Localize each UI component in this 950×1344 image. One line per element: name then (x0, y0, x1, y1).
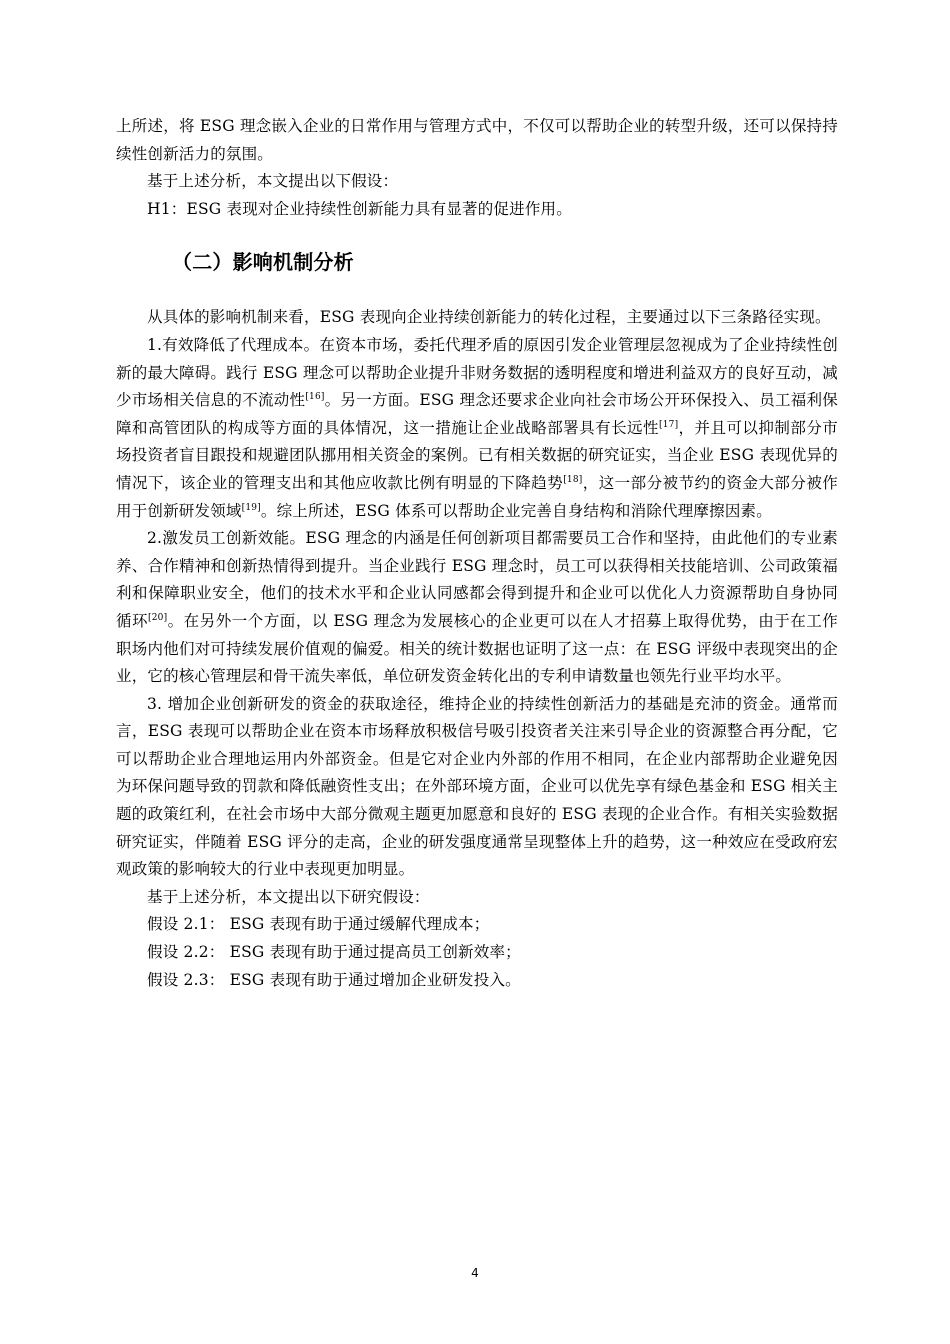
mechanism-item-2 (116, 525, 838, 691)
item1-text-2: 。另一方面。ESG 理念还要求企业向社会市场公开环保投入、员工福利保障和高管团队的构成等方面的具体情况，这一措施让企业战略部署具有长远性 (116, 391, 838, 437)
item2-text-2: 。在另外一个方面，以 ESG 理念为发展核心的企业更可以在人才招募上取得优势，由于在工作职场内他们对可持续发展价值观的偏爱。相关的统计数据也证明了这一点：在 ESG 评级中表现突出的企业，它的核心管理层和骨干流失率低，单位研发资金转化出的专利申请数量也领先行业平均水平。 (116, 611, 838, 686)
page-number: 4 (471, 1266, 479, 1280)
page-body (116, 113, 838, 994)
citation-18: [18] (563, 474, 583, 485)
citation-19: [19] (241, 502, 261, 513)
item1-text-1: 1.有效降低了代理成本。在资本市场，委托代理矛盾的原因引发企业管理层忽视成为了企业持续性创新的最大障碍。践行 ESG 理念可以帮助企业提升非财务数据的透明程度和增进利益双方的良好互动，减少市场相关信息的不流动性 (116, 335, 838, 410)
item2-text-1: 2.激发员工创新效能。ESG 理念的内涵是任何创新项目都需要员工合作和坚持，由此他们的专业素养、合作精神和创新热情得到提升。当企业践行 ESG 理念时，员工可以获得相关技能培训、公司政策福利和保障职业安全，他们的技术水平和企业认同感都会得到提升和企业可以优化人力资源帮助自身协同循环 (116, 529, 838, 630)
mechanism-item-1 (116, 332, 838, 525)
spacer (116, 277, 838, 304)
item1-text-4: ，这一部分被节约的资金大部分被作用于创新研发领域 (116, 473, 838, 520)
mechanism-item-3: 3. 增加企业创新研发的资金的获取途径，维持企业的持续性创新活力的基础是充沛的资金。通常而言，ESG 表现可以帮助企业在资本市场释放积极信号吸引投资者关注来引导企业的资源整合再分配，它可以帮助企业合理地运用内外部资金。但是它对企业内外部的作用不相同，在企业内部帮助企业避免因为环保问题导致的罚款和降低融资性支出；在外部环境方面，企业可以优先享有绿色基金和 ESG 相关主题的政策红利，在社会市场中大部分微观主题更加愿意和良好的 ESG 表现的企业合作。有相关实验数据研究证实，伴随着 ESG 评分的走高，企业的研发强度通常呈现整体上升的趋势，这一种效应在受政府宏观政策的影响较大的行业中表现更加明显。 (116, 694, 838, 879)
hypothesis-text: 假设 2.1： ESG 表现有助于通过缓解代理成本； (147, 915, 490, 934)
paragraph-continued: 上所述，将 ESG 理念嵌入企业的日常作用与管理方式中，不仅可以帮助企业的转型升级，还可以保持持续性创新活力的氛围。 (116, 117, 838, 163)
hypothesis-2-2 (116, 939, 838, 967)
item1-text-5: 。综上所述，ESG 体系可以帮助企业完善自身结构和消除代理摩擦因素。 (260, 501, 772, 520)
citation-17: [17] (659, 419, 679, 430)
item1-text-3: ，并且可以抑制部分市场投资者盲目跟投和规避团队挪用相关资金的案例。已有相关数据的研究证实，当企业 ESG 表现优异的情况下，该企业的管理支出和其他应收款比例有明显的下降趋势 (116, 418, 838, 492)
citation-20: [20] (148, 612, 168, 623)
mechanism-intro: 从具体的影响机制来看，ESG 表现向企业持续创新能力的转化过程，主要通过以下三条路径实现。 (147, 308, 831, 327)
hypothesis-text: 假设 2.3： ESG 表现有助于通过增加企业研发投入。 (147, 970, 521, 989)
citation-16: [16] (305, 392, 325, 402)
hypothesis-text: 假设 2.2： ESG 表现有助于通过提高员工创新效率； (147, 943, 521, 962)
hypothesis-2-1 (116, 911, 838, 939)
hypothesis-2-3 (116, 967, 838, 995)
spacer (116, 223, 838, 247)
section-heading: （二）影响机制分析 (172, 250, 354, 275)
hypothesis-h1: H1：ESG 表现对企业持续性创新能力具有显著的促进作用。 (147, 199, 572, 218)
research-hypotheses-lead: 基于上述分析，本文提出以下研究假设： (147, 887, 430, 906)
paragraph-analysis-lead: 基于上述分析，本文提出以下假设： (147, 172, 399, 191)
